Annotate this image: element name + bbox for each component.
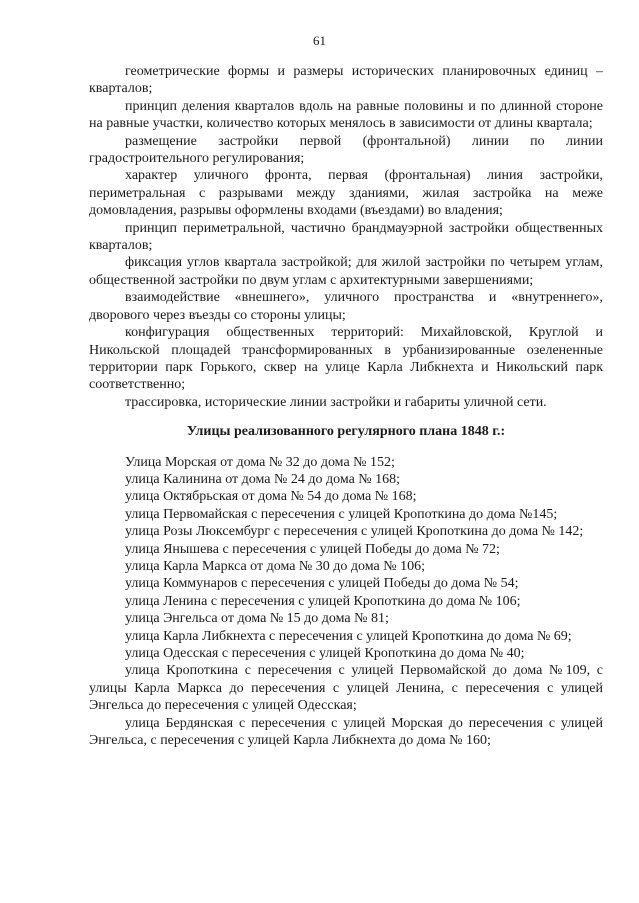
principle-item: характер уличного фронта, первая (фронтальная) линия застройки, периметральная с разрывами между зданиями, жилая застройка на меже домовладения, разрывы оформлены входами (въездами) во владения; <box>89 168 603 219</box>
street-item: улица Ленина с пересечения с улицей Кропоткина до дома № 106; <box>125 593 521 609</box>
street-item: Улица Морская от дома № 32 до дома № 152; <box>125 454 395 470</box>
principle-item: конфигурация общественных территорий: Михайловской, Круглой и Никольской площадей трансформированных в урбанизированные озелененные территории парк Горького, сквер на улице Карла Либкнехта и Никольский парк соответственно; <box>89 325 603 393</box>
street-item: улица Карла Либкнехта с пересечения с улицей Кропоткина до дома № 69; <box>125 628 572 644</box>
street-item: улица Октябрьская от дома № 54 до дома № 168; <box>125 489 417 505</box>
principle-item: взаимодействие «внешнего», уличного пространства и «внутреннего», дворового через въезды со стороны улицы; <box>89 290 603 323</box>
document-body <box>89 63 603 749</box>
principle-item: геометрические формы и размеры исторических планировочных единиц – кварталов; <box>89 64 603 97</box>
street-item: улица Калинина от дома № 24 до дома № 168; <box>125 471 401 487</box>
street-item: улица Карла Маркса от дома № 30 до дома № 106; <box>125 558 425 574</box>
street-item: улица Одесская с пересечения с улицей Кропоткина до дома № 40; <box>125 646 525 661</box>
street-item: улица Коммунаров с пересечения с улицей Победы до дома № 54; <box>125 576 519 592</box>
street-item: улица Розы Люксембург с пересечения с улицей Кропоткина до дома № 142; <box>125 524 584 540</box>
street-item: улица Кропоткина с пересечения с улицей Первомайской до дома №109, с улицы Карла Маркса до пересечения с улицей Ленина, с пересечения с улицей Энгельса до пересечения с улицей Одесская; <box>89 663 603 714</box>
principle-item: принцип периметральной, частично брандмауэрной застройки общественных кварталов; <box>89 220 603 254</box>
principle-item: размещение застройки первой (фронтальной) линии по линии градостроительного регулирования; <box>89 133 603 167</box>
section-heading: Улицы реализованного регулярного плана 1848 г.: <box>186 424 506 440</box>
page-number: 61 <box>313 33 326 48</box>
street-item: улица Бердянская с пересечения с улицей Морская до пересечения с улицей Энгельса, с пересечения с улицей Карла Либкнехта до дома № 160; <box>89 715 603 749</box>
street-item: улица Янышева с пересечения с улицей Победы до дома № 72; <box>125 541 500 557</box>
principle-item: фиксация углов квартала застройкой; для жилой застройки по четырем углам, общественной застройки по двум углам с архитектурными завершениями; <box>89 255 603 288</box>
principle-item: принцип деления кварталов вдоль на равные половины и по длинной стороне на равные участки, количество которых менялось в зависимости от длины квартала; <box>89 98 603 132</box>
street-item: улица Энгельса от дома № 15 до дома № 81; <box>125 611 389 627</box>
street-item: улица Первомайская с пересечения с улицей Кропоткина до дома №145; <box>125 506 558 522</box>
principle-item: трассировка, исторические линии застройки и габариты уличной сети. <box>125 394 547 410</box>
